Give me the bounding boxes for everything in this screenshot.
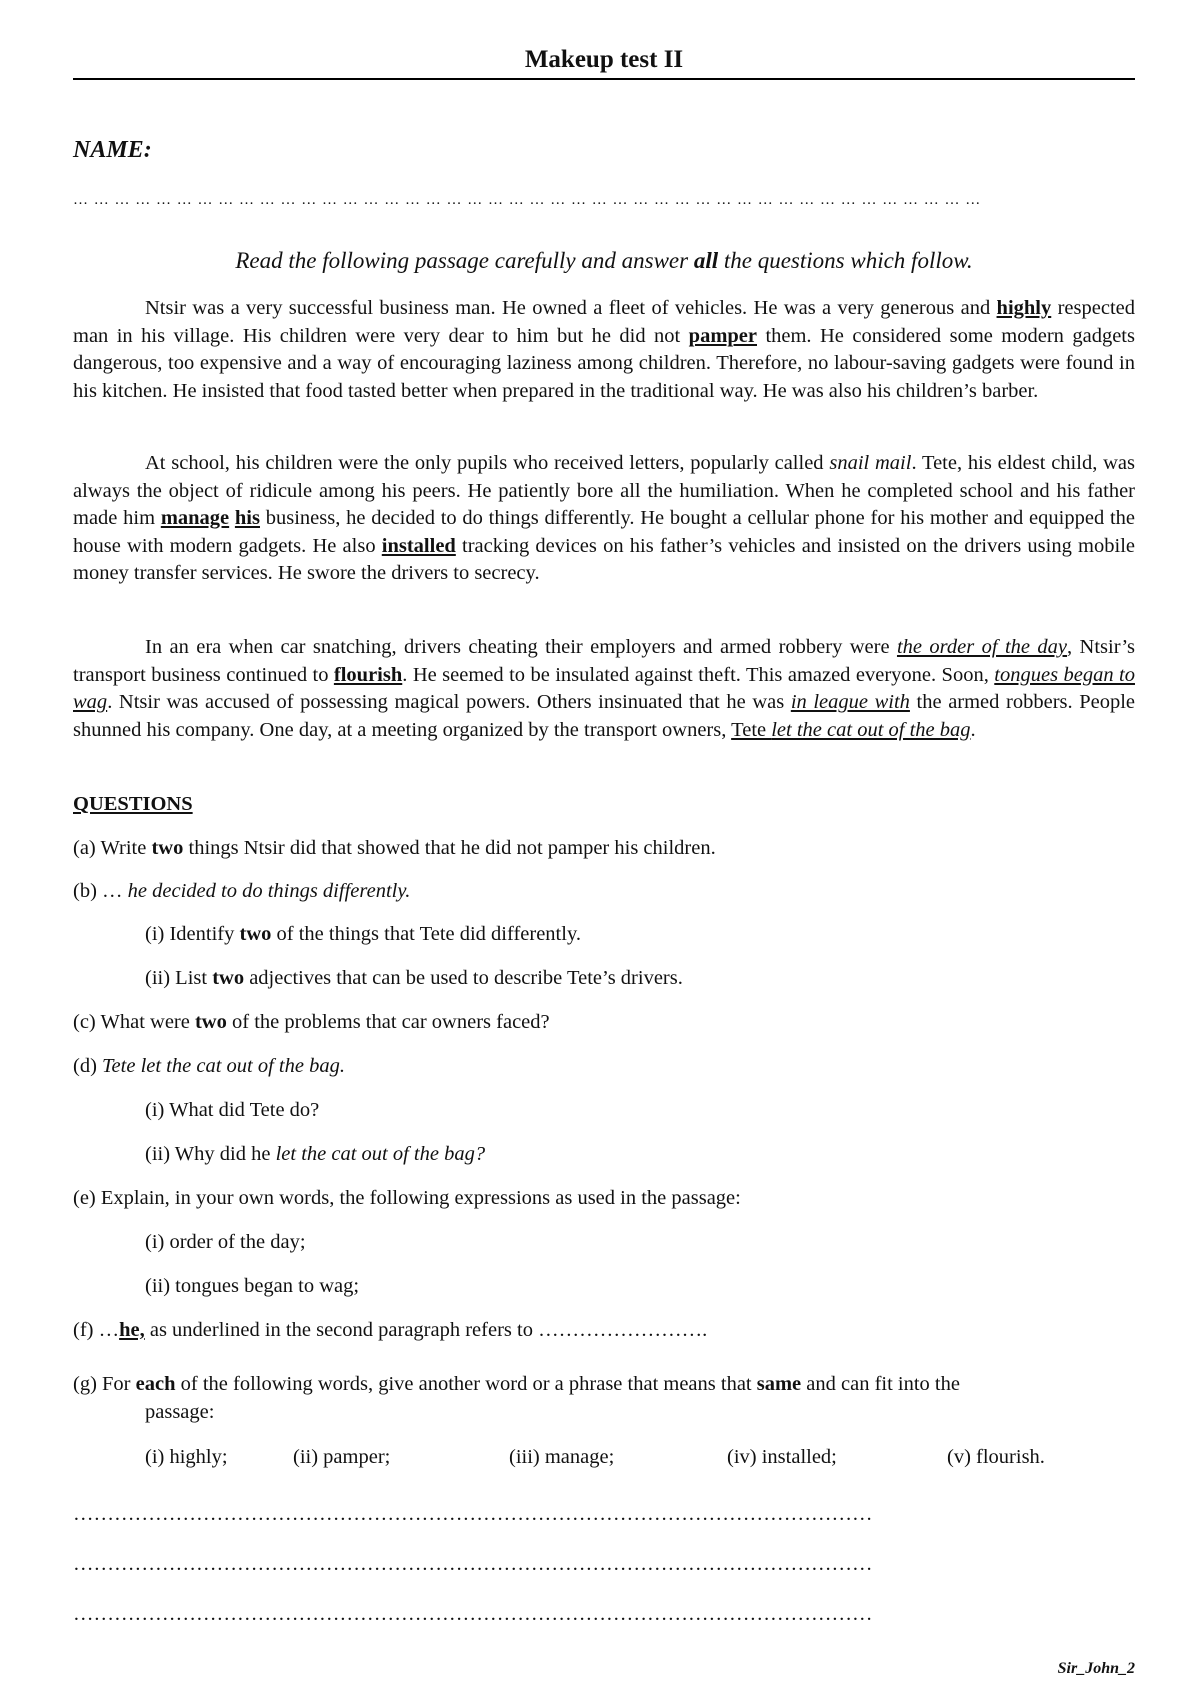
instruction-pre: Read the following passage carefully and answer xyxy=(235,248,694,273)
p3-text-1: In an era when car snatching, drivers cheating their employers and armed robbery were xyxy=(145,636,897,658)
word-manage: manage xyxy=(160,507,230,530)
page-title: Makeup test II xyxy=(524,46,684,73)
qg-post: and can fit into the xyxy=(801,1373,960,1395)
name-label: NAME: xyxy=(73,137,152,163)
qf-post: as underlined in the second paragraph refers to ……………………. xyxy=(144,1319,708,1341)
phrase-order-of-the-day: the order of the day xyxy=(896,636,1068,658)
p1-text-1: Ntsir was a very successful business man. He owned a fleet of vehicles. He was a very generous and xyxy=(145,297,997,319)
qg-bold-same: same xyxy=(756,1373,802,1395)
qg-mid: of the following words, give another word or a phrase that means that xyxy=(175,1373,757,1395)
p3-text-5: the armed robbers. People shunned his company. One day, at a meeting organized by the transport owners, xyxy=(73,691,1136,741)
option-installed: (iv) installed; xyxy=(727,1446,837,1468)
word-installed: installed xyxy=(381,534,456,557)
qb-pre: (b) … xyxy=(73,880,128,902)
instruction xyxy=(73,248,1135,274)
p1-text-3: them. He considered some modern gadgets dangerous, too expensive and a way of encouraging laziness among children. Therefore, no labour-saving gadgets were found in his kitchen. He insisted that food tasted better when prepared in the traditional way. He was also his children’s barber. xyxy=(73,324,1135,402)
instruction-post: the questions which follow. xyxy=(718,248,973,273)
question-b xyxy=(73,880,410,903)
name-answer-line: … … … … … … … … … … … … … … … … … … … … … … … … … … … … … … … … … … … … … … … … … … … … xyxy=(73,192,982,208)
qb2-pre: (ii) List xyxy=(145,967,213,989)
word-his: his xyxy=(234,507,260,530)
phrase-tete: Tete xyxy=(731,718,772,741)
qc-bold: two xyxy=(194,1011,227,1033)
passage-paragraph-3 xyxy=(73,634,1135,744)
question-a xyxy=(73,837,716,860)
qg-line-1 xyxy=(73,1370,1135,1398)
option-flourish: (v) flourish. xyxy=(947,1446,1045,1468)
qf-pre: (f) … xyxy=(73,1319,120,1341)
qa-bold: two xyxy=(151,837,184,859)
qb2-bold: two xyxy=(212,967,245,989)
qd-ital: Tete let the cat out of the bag. xyxy=(102,1055,345,1077)
word-pamper: pamper xyxy=(688,324,757,347)
p3-text-6: . xyxy=(970,718,976,741)
qb1-bold: two xyxy=(239,923,272,945)
phrase-tongues-began-to-wag: tongues began to wag xyxy=(73,663,1135,714)
qa-post: things Ntsir did that showed that he did not pamper his children. xyxy=(183,837,716,859)
option-pamper: (ii) pamper; xyxy=(293,1446,391,1468)
title-rule xyxy=(73,78,1135,80)
question-d-ii xyxy=(145,1143,485,1166)
question-g xyxy=(73,1370,1135,1426)
answer-line: ……………………………………………………………………………………………………… xyxy=(73,1503,873,1525)
passage-paragraph-1 xyxy=(73,295,1135,405)
question-e-i: (i) order of the day; xyxy=(145,1231,306,1253)
question-f xyxy=(73,1319,707,1342)
phrase-cat-out-of-bag: let the cat out of the bag xyxy=(771,718,971,741)
passage-paragraph-2 xyxy=(73,450,1135,588)
qg-bold-each: each xyxy=(135,1373,176,1395)
word-flourish: flourish xyxy=(333,663,403,686)
question-e-ii: (ii) tongues began to wag; xyxy=(145,1275,360,1297)
p2-text-4: business, he decided to do things differently. He bought a cellular phone for his mother and equipped the house with modern gadgets. He also xyxy=(73,507,1136,557)
questions-heading: QUESTIONS xyxy=(73,793,193,815)
question-b-ii xyxy=(145,967,683,990)
p3-text-3: . He seemed to be insulated against theft. This amazed everyone. Soon, xyxy=(402,663,995,686)
qb-ital: he decided to do things differently. xyxy=(127,880,411,902)
question-d-i: (i) What did Tete do? xyxy=(145,1099,320,1121)
qd2-pre: (ii) Why did he xyxy=(145,1143,276,1165)
question-e: (e) Explain, in your own words, the following expressions as used in the passage: xyxy=(73,1187,741,1209)
p1-text-2: respected man in his village. His children were very dear to him but he did not xyxy=(73,297,1135,347)
qd2-ital: let the cat out of the bag? xyxy=(275,1143,486,1165)
qc-post: of the problems that car owners faced? xyxy=(226,1011,550,1033)
p3-text-2: , Ntsir’s transport business continued to xyxy=(73,636,1135,686)
p3-text-4: . Ntsir was accused of possessing magical powers. Others insinuated that he was xyxy=(107,691,791,714)
question-c xyxy=(73,1011,550,1034)
question-d xyxy=(73,1055,345,1078)
qb2-post: adjectives that can be used to describe Tete’s drivers. xyxy=(244,967,683,989)
qg-line-2: passage: xyxy=(145,1401,215,1423)
qa-pre: (a) Write xyxy=(73,837,152,859)
qf-bold: he, xyxy=(119,1319,145,1341)
qb1-pre: (i) Identify xyxy=(145,923,240,945)
answer-line: ……………………………………………………………………………………………………… xyxy=(73,1553,873,1575)
question-b-i xyxy=(145,923,581,946)
answer-line: ……………………………………………………………………………………………………… xyxy=(73,1603,873,1625)
p2-text-2: . Tete, his eldest child, was always the object of ridicule among his peers. He patiently bore all the humiliation. When he completed school and his father made him xyxy=(73,452,1135,530)
p2-text-1: At school, his children were the only pupils who received letters, popularly called xyxy=(145,452,830,474)
instruction-all: all xyxy=(693,248,719,273)
footer-signature: Sir_John_2 xyxy=(1057,1660,1135,1677)
qd-pre: (d) xyxy=(73,1055,103,1077)
phrase-snail-mail: snail mail xyxy=(829,452,912,474)
word-highly: highly xyxy=(996,297,1052,319)
option-highly: (i) highly; xyxy=(145,1446,228,1468)
phrase-in-league-with: in league with xyxy=(790,691,910,714)
qb1-post: of the things that Tete did differently. xyxy=(271,923,581,945)
p2-text-5: tracking devices on his father’s vehicles and insisted on the drivers using mobile money transfer services. He swore the drivers to secrecy. xyxy=(73,534,1135,585)
qg-pre: (g) For xyxy=(73,1373,136,1395)
qc-pre: (c) What were xyxy=(73,1011,195,1033)
option-manage: (iii) manage; xyxy=(509,1446,615,1468)
